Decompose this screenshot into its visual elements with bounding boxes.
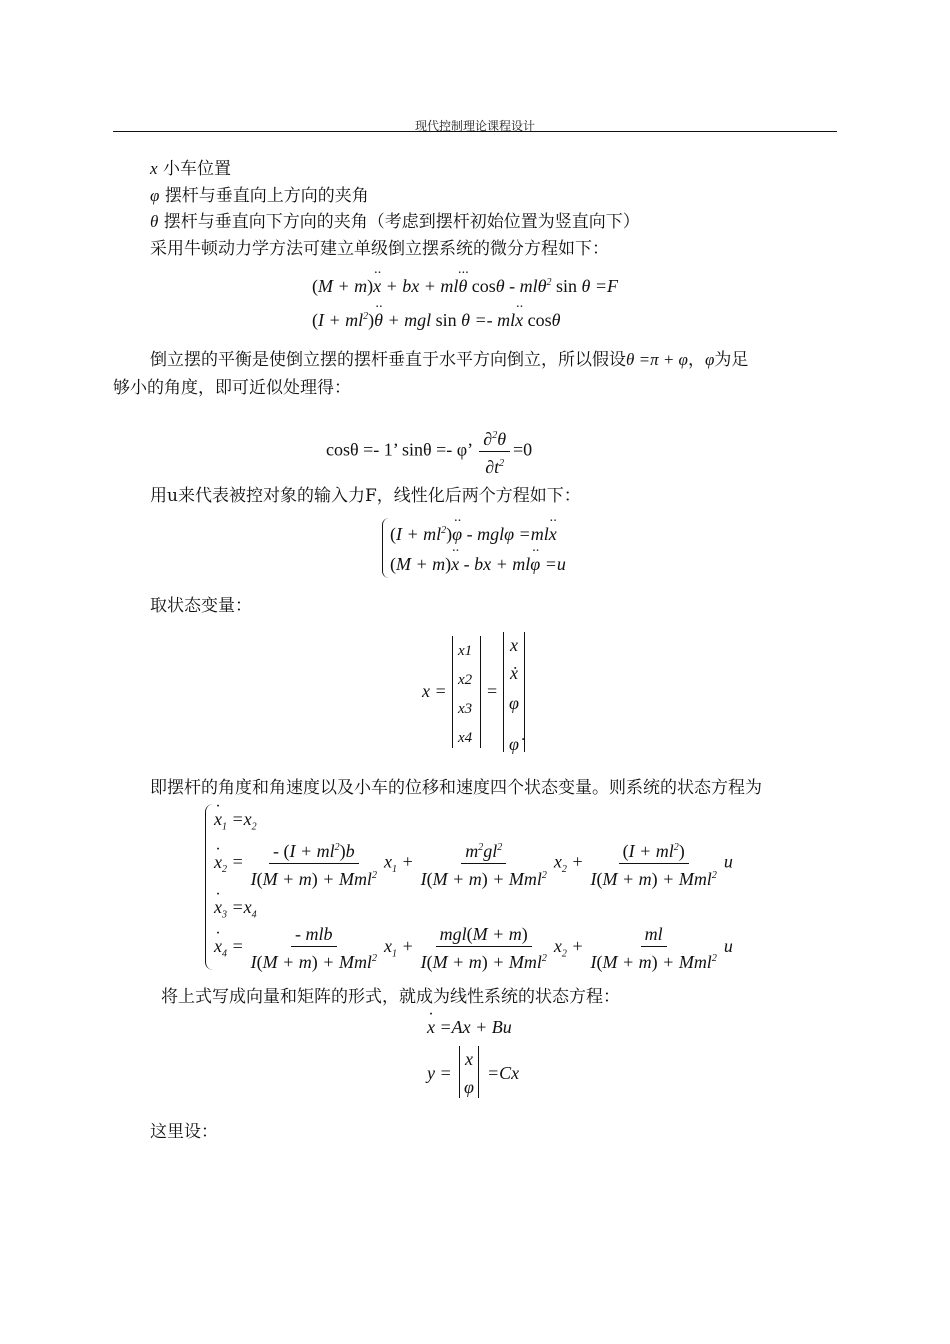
state-component: x3 <box>458 701 473 717</box>
state-component: x1 <box>458 643 473 659</box>
approx-cos: cosθ =- 1 <box>326 439 393 460</box>
state-equation-2: $x \cdot_2$ = $\frac{- (I + ml^2)b}{I(M + m) + Mml^2}$ $x_1$ + $\frac{m^2gl^2}{I(M + m) + Mml^2}$ $x_2$ + $\frac{(I + ml^2)}{I(M + m) + Mml^2}$ u <box>214 838 733 889</box>
state-value: φ <box>509 693 519 713</box>
paragraph-balance-line2: 够小的角度，即可近似处理得： <box>113 378 351 398</box>
variable-def-phi <box>150 183 369 209</box>
variable-desc: 摆杆与垂直向下方向的夹角（考虑到摆杆初始位置为竖直向下） <box>163 212 640 232</box>
paragraph-state-description: 即摆杆的角度和角速度以及小车的位移和速度四个状态变量。则系统的状态方程为 <box>150 778 762 798</box>
matrix-bracket-left <box>452 636 453 748</box>
variable-desc: 小车位置 <box>162 159 231 179</box>
matrix-bracket-left <box>459 1046 460 1098</box>
second-derivative-fraction: $\frac{\partial^2\theta}{\partial t^2}$ <box>479 426 510 477</box>
paragraph-newton: 采用牛顿动力学方法可建立单级倒立摆系统的微分方程如下： <box>150 239 609 259</box>
paragraph-matrix-form: 将上式写成向量和矩阵的形式，就成为线性系统的状态方程： <box>161 987 620 1007</box>
equation-nonlinear-2: $(I + ml^2)\theta$ ·· + mgl sin θ =- mlx ·· cosθ <box>312 306 560 331</box>
state-component: x4 <box>458 730 473 746</box>
output-component: x <box>465 1049 473 1069</box>
state-value: ẋ <box>510 663 518 683</box>
page-header-title: 现代控制理论课程设计 <box>414 119 535 133</box>
balance-assumption-eq: θ =π + φ <box>626 350 688 369</box>
equation-approximation <box>326 426 532 477</box>
state-equation-3: $x \cdot_3 =x_4$ <box>214 896 257 927</box>
paragraph-balance-line1 <box>150 347 748 373</box>
matrix-bracket-right <box>524 632 525 752</box>
system-brace-state <box>205 804 213 970</box>
matrix-bracket-left <box>503 632 504 752</box>
variable-def-theta <box>150 209 640 235</box>
equation-linear-2: (M + m)x ·· - bx + mlφ ·· =u <box>390 553 566 575</box>
variable-desc: 摆杆与垂直向上方向的夹角 <box>164 186 369 206</box>
balance-text-b: 为足 <box>714 350 749 370</box>
variable-symbol: θ <box>150 212 159 231</box>
variable-def-x <box>150 156 231 182</box>
header-divider <box>113 131 837 132</box>
paragraph-state-variables: 取状态变量： <box>150 596 252 616</box>
variable-symbol: φ <box>150 186 160 205</box>
matrix-bracket-right <box>480 636 481 748</box>
output-equation-rhs: =Cx <box>487 1063 520 1083</box>
system-brace-linear <box>382 518 389 578</box>
variable-symbol: x <box>150 159 158 178</box>
paragraph-linearized: 用u来代表被控对象的输入力F，线性化后两个方程如下： <box>150 486 581 506</box>
balance-separator: ， <box>687 350 705 370</box>
state-value: x <box>510 635 518 655</box>
state-vector-equals: = <box>487 681 498 701</box>
state-vector-lhs: x = <box>422 681 447 701</box>
state-equation-4: $x \cdot_4$ = $\frac{\text{- mlb}}{I(M + m) + Mml^2}$ $x_1$ + $\frac{\text{mgl(M + m)}}{I(M + m) + Mml^2}$ $x_2$ + $\frac{ml}{I(M + m) + Mml^2}$ u <box>214 924 733 972</box>
output-equation-lhs: y = <box>427 1063 452 1083</box>
approx-sep-2: ’ <box>467 439 472 460</box>
balance-phi: φ <box>704 350 715 369</box>
output-component: φ <box>464 1077 474 1097</box>
matrix-bracket-right <box>478 1046 479 1098</box>
state-value: φ̇ <box>509 734 519 754</box>
paragraph-let: 这里设： <box>150 1122 218 1142</box>
equation-linear-1: $(I + ml^2)\varphi$ ·· - mglφ =mlx ·· <box>390 520 557 545</box>
state-equation-1: $x \cdot_1 =x_2$ <box>214 808 257 839</box>
approx-sep: ’ <box>392 439 398 460</box>
balance-text-a: 倒立摆的平衡是使倒立摆的摆杆垂直于水平方向倒立，所以假设 <box>150 350 626 370</box>
equation-state-space: x · =Ax + Bu <box>427 1016 512 1038</box>
approx-sin: sinθ =- φ <box>401 439 468 460</box>
equation-nonlinear-1: (M + m)x ·· + bx + mlθ ··· cosθ - mlθ$^2$ sin θ =F <box>312 272 618 297</box>
approx-deriv-rhs: =0 <box>513 439 533 460</box>
state-component: x2 <box>458 672 473 688</box>
